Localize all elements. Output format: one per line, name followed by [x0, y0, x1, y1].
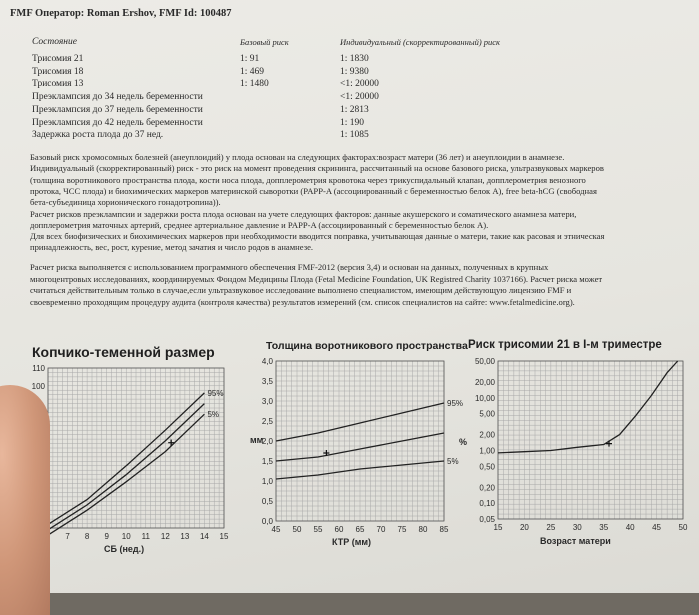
chart2-ylabel: мм [250, 435, 264, 445]
chart-t21-risk [468, 353, 693, 548]
risk-row-name: Задержка роста плода до 37 нед. [32, 130, 164, 141]
risk-row-name: Трисомия 21 [32, 54, 84, 64]
chart1-xlabel: СБ (нед.) [104, 544, 145, 554]
paragraph-line: протока, ЧСС плода) и биохимических маркеров материнской сыворотки (PAPP-A (ассоциированный с беременностью белок А), free beta-hCG (свободная [30, 185, 597, 196]
x-tick-label: 14 [199, 532, 209, 541]
y-tick-label: 1,5 [261, 457, 273, 466]
risk-row-ind: 1: 1830 [340, 54, 369, 64]
col-state-header: Состояние [32, 37, 77, 47]
x-tick-label: 50 [678, 523, 688, 532]
risk-row-name: Трисомия 18 [32, 66, 84, 77]
chart-nt [248, 353, 463, 548]
y-tick-label: 3,0 [261, 397, 273, 406]
paragraph-line: (толщина воротникового пространства плода, кости носа плода, допплерометрия кровотока через трикуспидальный клапан, допплерометрия венозного [30, 174, 586, 185]
x-tick-label: 12 [160, 532, 170, 541]
y-tick-label: 100 [31, 381, 45, 391]
y-tick-label: 0,0 [261, 517, 273, 526]
y-tick-label: 110 [32, 364, 45, 373]
paragraph-line: своевременно проходящим процедуру аудита (контроля качества) результатов измерений (см. список специалистов на сайте: www.fetalmedicine.org). [30, 296, 575, 307]
risk-row-base: 1: 469 [240, 66, 265, 77]
chart1-title: Копчико-теменной размер [32, 344, 215, 360]
series-label: 95% [447, 399, 463, 408]
risk-row-name: Преэклампсия до 37 недель беременности [32, 104, 203, 115]
paragraph-line: Расчет рисков преэклампсии и задержки роста плода основан на учете следующих факторов: данные акушерского и соматического анамнеза матери, [30, 208, 577, 219]
x-tick-label: 70 [376, 525, 386, 534]
x-tick-label: 35 [599, 523, 609, 532]
y-tick-label: 0,20 [479, 483, 495, 493]
x-tick-label: 10 [121, 532, 131, 541]
y-tick-label: 20,00 [474, 377, 495, 387]
x-tick-label: 15 [493, 523, 503, 532]
x-tick-label: 7 [65, 532, 70, 541]
x-tick-label: 9 [104, 532, 109, 541]
chart-crl [20, 358, 240, 548]
risk-row-ind: <1: 20000 [340, 92, 379, 103]
y-tick-label: 0,10 [479, 499, 495, 509]
series-label: 5% [207, 410, 220, 420]
risk-row-base: 1: 1480 [240, 79, 269, 90]
x-tick-label: 13 [180, 532, 190, 541]
y-tick-label: 0,5 [261, 497, 273, 506]
x-tick-label: 45 [652, 523, 662, 532]
chart3-xlabel: Возраст матери [540, 536, 611, 546]
x-tick-label: 60 [334, 525, 344, 534]
paragraph-line: многоцентровых исследованиях, координируемых Фондом Медицины Плода (Fetal Medicine Foundation, UK Registred Charity 1037166). Расчет риска может [30, 273, 603, 284]
x-tick-label: 85 [439, 525, 449, 534]
y-tick-label: 0,50 [479, 462, 495, 472]
paragraph-line: Для всех биофизических и биохимических маркеров при необходимости вводится поправка, учитывающая данные о матери, такие как расовая и этническая [30, 231, 605, 242]
y-tick-label: 0,05 [479, 515, 495, 524]
paragraph-line: считаться действительным только в случае,если ультразвуковое исследование выполнено специалистом, имеющим действующую лицензию FMF и [30, 285, 572, 295]
x-tick-label: 45 [271, 525, 281, 534]
chart3-title: Риск трисомии 21 в I-м триместре [468, 339, 662, 351]
y-tick-label: 1,0 [261, 477, 273, 486]
risk-row-base: 1: 91 [240, 54, 260, 64]
col-base-header: Базовый риск [240, 37, 289, 47]
paragraph-line: допплерометрия маточных артерий, среднее артериальное давление и PAPP-A (ассоциированный с беременностью белок А). [30, 219, 489, 230]
risk-row-ind: 1: 9380 [340, 66, 369, 77]
y-tick-label: 2,0 [261, 437, 273, 446]
risk-row-name: Преэклампсия до 34 недель беременности [32, 92, 203, 103]
x-tick-label: 25 [546, 523, 556, 532]
paragraph-line: бета-субъединица хорионического гонадотропина)). [30, 197, 221, 208]
risk-row-ind: 1: 1085 [340, 130, 369, 141]
risk-row-ind: 1: 190 [340, 117, 365, 128]
y-tick-label: 50,00 [474, 357, 495, 366]
y-tick-label: 2,5 [261, 417, 273, 426]
risk-row-name: Преэклампсия до 42 недель беременности [32, 117, 203, 128]
x-tick-label: 20 [519, 523, 529, 532]
y-tick-label: 5,00 [479, 409, 495, 419]
chart3-ylabel: % [459, 437, 468, 447]
report-header: FMF Оператор: Roman Ershov, FMF Id: 100487 [10, 8, 232, 19]
chart2-title: Толщина воротникового пространства [266, 340, 468, 352]
x-tick-label: 40 [625, 523, 635, 532]
paragraph-line: Расчет риска выполняется с использованием программного обеспечения FMF-2012 (версия 3,4) и основан на данных, полученных в крупных [30, 262, 549, 272]
risk-row-ind: <1: 20000 [340, 79, 379, 90]
y-tick-label: 2,00 [479, 430, 495, 440]
chart2-xlabel: КТР (мм) [332, 537, 372, 547]
x-tick-label: 30 [572, 523, 582, 532]
x-tick-label: 11 [141, 532, 150, 541]
y-tick-label: 10,00 [474, 393, 495, 403]
thumb-photo-occlusion [0, 385, 50, 615]
x-tick-label: 75 [397, 525, 407, 534]
y-tick-label: 1,00 [479, 446, 495, 456]
y-tick-label: 3,5 [261, 377, 273, 386]
patient-marker [606, 441, 612, 447]
risk-row-name: Трисомия 13 [32, 79, 84, 90]
col-ind-header: Индивидуальный (скорректированный) риск [340, 37, 501, 47]
x-tick-label: 65 [355, 525, 365, 534]
x-tick-label: 80 [418, 525, 428, 534]
series-label: 5% [447, 457, 459, 466]
paragraph-line: принадлежность, вес, рост, курение, метод зачатия и число родов в анамнезе. [30, 242, 314, 253]
y-tick-label: 4,0 [261, 357, 273, 366]
paragraph-line: Базовый риск хромосомных болезней (анеуплоидий) у плода основан на следующих факторах:возраст матери (36 лет) и анеуплоидии в анамнезе. [30, 152, 565, 162]
x-tick-label: 15 [219, 532, 229, 541]
series-label: 95% [207, 388, 224, 398]
x-tick-label: 8 [84, 532, 90, 541]
paragraph-line: Индивидуальный (скорректированный) риск - это риск на момент проведения скрининга, рассчитанный на основе базового риска, ультразвуковых маркеров [30, 163, 604, 174]
x-tick-label: 55 [313, 525, 323, 534]
x-tick-label: 50 [292, 525, 302, 534]
risk-row-ind: 1: 2813 [340, 104, 369, 115]
